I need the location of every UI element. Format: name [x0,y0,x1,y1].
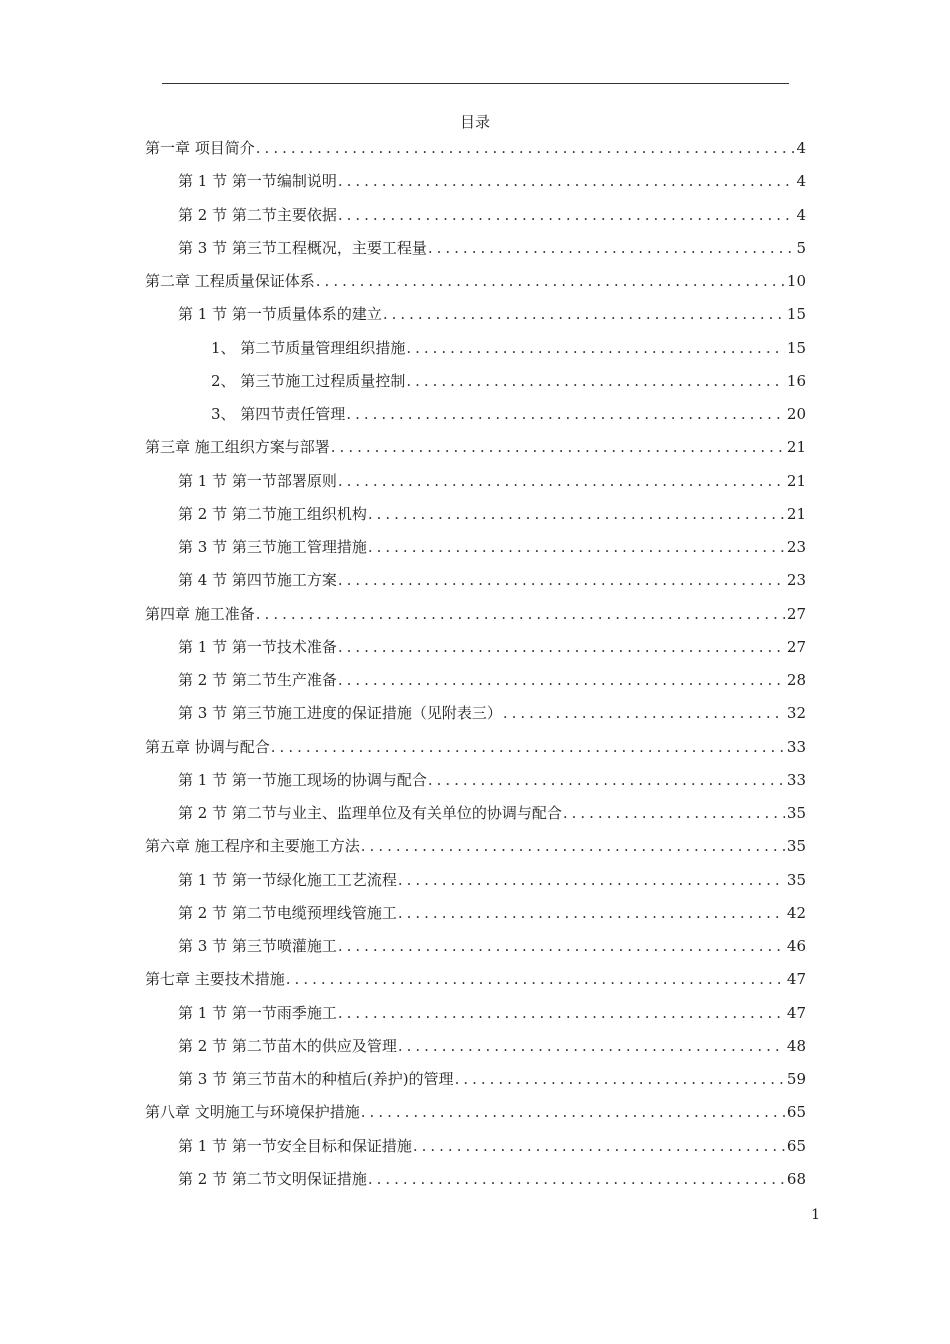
toc-entry[interactable] [178,470,806,492]
toc-entry-label: 第 1 节 第一节施工现场的协调与配合 [178,771,427,789]
toc-title: 目录 [459,113,490,131]
toc-entry[interactable] [178,303,806,325]
toc-entry-label: 第 1 节 第一节质量体系的建立 [178,305,382,323]
toc-entry[interactable] [178,902,806,924]
toc-entry-label: 第 1 节 第一节编制说明 [178,172,337,190]
toc-entry-label: 第 4 节 第四节施工方案 [178,571,337,589]
toc-entry-page: 27 [786,605,806,623]
toc-entry-page: 28 [786,671,806,689]
toc-entry[interactable] [178,1168,806,1190]
toc-entry[interactable] [145,736,806,758]
toc-dot-leader [338,204,795,226]
toc-entry[interactable] [145,1101,806,1123]
toc-entry[interactable] [145,436,806,458]
toc-dot-leader [406,370,785,392]
toc-entry[interactable] [178,669,806,691]
toc-dot-leader [406,337,785,359]
toc-entry-label: 第 2 节 第二节施工组织机构 [178,505,367,523]
toc-dot-leader [346,403,785,425]
toc-dot-leader [256,137,795,159]
toc-entry-label: 第 2 节 第二节电缆预埋线管施工 [178,904,397,922]
toc-dot-leader [413,1135,785,1157]
toc-entry-label: 第 1 节 第一节技术准备 [178,638,337,656]
toc-entry-page: 48 [786,1037,806,1055]
toc-entry-page: 32 [786,704,806,722]
toc-dot-leader [316,270,785,292]
toc-entry-page: 35 [786,837,806,855]
toc-entry-label: 第 2 节 第二节生产准备 [178,671,337,689]
toc-entry-page: 47 [786,1004,806,1022]
toc-dot-leader [398,1035,785,1057]
toc-entry-page: 42 [786,904,806,922]
toc-entry-page: 59 [786,1070,806,1088]
toc-dot-leader [503,702,785,724]
toc-entry-page: 46 [786,937,806,955]
toc-entry-label: 第 3 节 第三节喷灌施工 [178,937,337,955]
toc-entry-page: 20 [786,405,806,423]
toc-dot-leader [338,569,785,591]
toc-entry-label: 第 2 节 第二节文明保证措施 [178,1170,367,1188]
toc-entry[interactable] [178,237,806,259]
toc-entry-page: 35 [786,871,806,889]
toc-entry[interactable] [178,569,806,591]
toc-entry[interactable] [145,603,806,625]
toc-dot-leader [256,603,785,625]
toc-entry-page: 65 [786,1137,806,1155]
toc-entry[interactable] [145,968,806,990]
toc-entry[interactable] [178,702,806,724]
header-rule [162,83,789,84]
toc-dot-leader [338,170,795,192]
toc-entry-label: 第六章 施工程序和主要施工方法 [145,837,360,855]
toc-entry-label: 第五章 协调与配合 [145,738,270,756]
toc-entry-label: 第 3 节 第三节施工进度的保证措施（见附表三） [178,704,502,722]
toc-entry-label: 第 1 节 第一节安全目标和保证措施 [178,1137,412,1155]
toc-entry[interactable] [178,869,806,891]
toc-dot-leader [368,503,785,525]
toc-dot-leader [398,869,785,891]
toc-entry[interactable] [178,1135,806,1157]
toc-entry[interactable] [178,503,806,525]
toc-entry[interactable] [145,137,806,159]
toc-entry-label: 第 3 节 第三节苗木的种植后(养护)的管理 [178,1070,454,1088]
toc-dot-leader [271,736,785,758]
toc-entry-label: 第 2 节 第二节主要依据 [178,206,337,224]
toc-dot-leader [286,968,785,990]
toc-dot-leader [338,669,785,691]
toc-entry-label: 第 2 节 第二节与业主、监理单位及有关单位的协调与配合 [178,804,562,822]
toc-entry[interactable] [178,769,806,791]
toc-entry-page: 16 [786,372,806,390]
toc-entry-page: 68 [786,1170,806,1188]
toc-dot-leader [338,935,785,957]
toc-entry-label: 第 3 节 第三节施工管理措施 [178,538,367,556]
toc-entry-page: 10 [786,272,806,290]
toc-entry-label: 第八章 文明施工与环境保护措施 [145,1103,360,1121]
toc-entry[interactable] [178,204,806,226]
toc-entry-page: 35 [786,804,806,822]
toc-entry-page: 5 [796,239,806,257]
toc-entry[interactable] [178,935,806,957]
toc-entry-page: 4 [796,139,806,157]
toc-dot-leader [338,1002,785,1024]
toc-dot-leader [398,902,785,924]
toc-entry-label: 第 1 节 第一节雨季施工 [178,1004,337,1022]
toc-entry[interactable] [178,170,806,192]
toc-entry-label: 第 1 节 第一节部署原则 [178,472,337,490]
toc-dot-leader [338,470,785,492]
toc-dot-leader [361,1101,785,1123]
toc-entry-label: 第 3 节 第三节工程概况，主要工程量 [178,239,427,257]
toc-entry-page: 33 [786,738,806,756]
toc-entry-page: 21 [786,472,806,490]
toc-entry[interactable] [211,370,806,392]
toc-entry-page: 15 [786,339,806,357]
page-number: 1 [811,1207,820,1223]
toc-entry-label: 1、 第二节质量管理组织措施 [211,339,406,357]
toc-entry-page: 21 [786,438,806,456]
toc-dot-leader [331,436,785,458]
toc-dot-leader [563,802,785,824]
toc-dot-leader [428,769,785,791]
toc-entry-page: 23 [786,571,806,589]
toc-entry-page: 27 [786,638,806,656]
toc-entry-label: 第七章 主要技术措施 [145,970,285,988]
toc-entry-page: 23 [786,538,806,556]
toc-entry-page: 4 [796,172,806,190]
toc-entry-label: 3、 第四节责任管理 [211,405,346,423]
toc-entry[interactable] [178,536,806,558]
toc-dot-leader [368,536,785,558]
toc-entry-page: 21 [786,505,806,523]
toc-dot-leader [361,835,785,857]
toc-entry-label: 第四章 施工准备 [145,605,255,623]
toc-entry-label: 第二章 工程质量保证体系 [145,272,315,290]
toc-entry[interactable] [178,1002,806,1024]
toc-entry-label: 2、 第三节施工过程质量控制 [211,372,406,390]
toc-dot-leader [455,1068,785,1090]
toc-dot-leader [383,303,785,325]
toc-entry-label: 第 2 节 第二节苗木的供应及管理 [178,1037,397,1055]
toc-entry[interactable] [178,1068,806,1090]
toc-entry[interactable] [211,403,806,425]
toc-entry-label: 第三章 施工组织方案与部署 [145,438,330,456]
toc-entry[interactable] [178,1035,806,1057]
toc-entry[interactable] [211,337,806,359]
toc-entry-page: 65 [786,1103,806,1121]
toc-dot-leader [338,636,785,658]
toc-entry-page: 4 [796,206,806,224]
toc-entry[interactable] [178,636,806,658]
toc-entry-page: 15 [786,305,806,323]
toc-entry[interactable] [145,835,806,857]
toc-entry-label: 第一章 项目简介 [145,139,255,157]
toc-entry-label: 第 1 节 第一节绿化施工工艺流程 [178,871,397,889]
toc-entry[interactable] [178,802,806,824]
toc-entry-page: 33 [786,771,806,789]
toc-dot-leader [368,1168,785,1190]
toc-dot-leader [428,237,795,259]
toc-entry[interactable] [145,270,806,292]
toc-entry-page: 47 [786,970,806,988]
